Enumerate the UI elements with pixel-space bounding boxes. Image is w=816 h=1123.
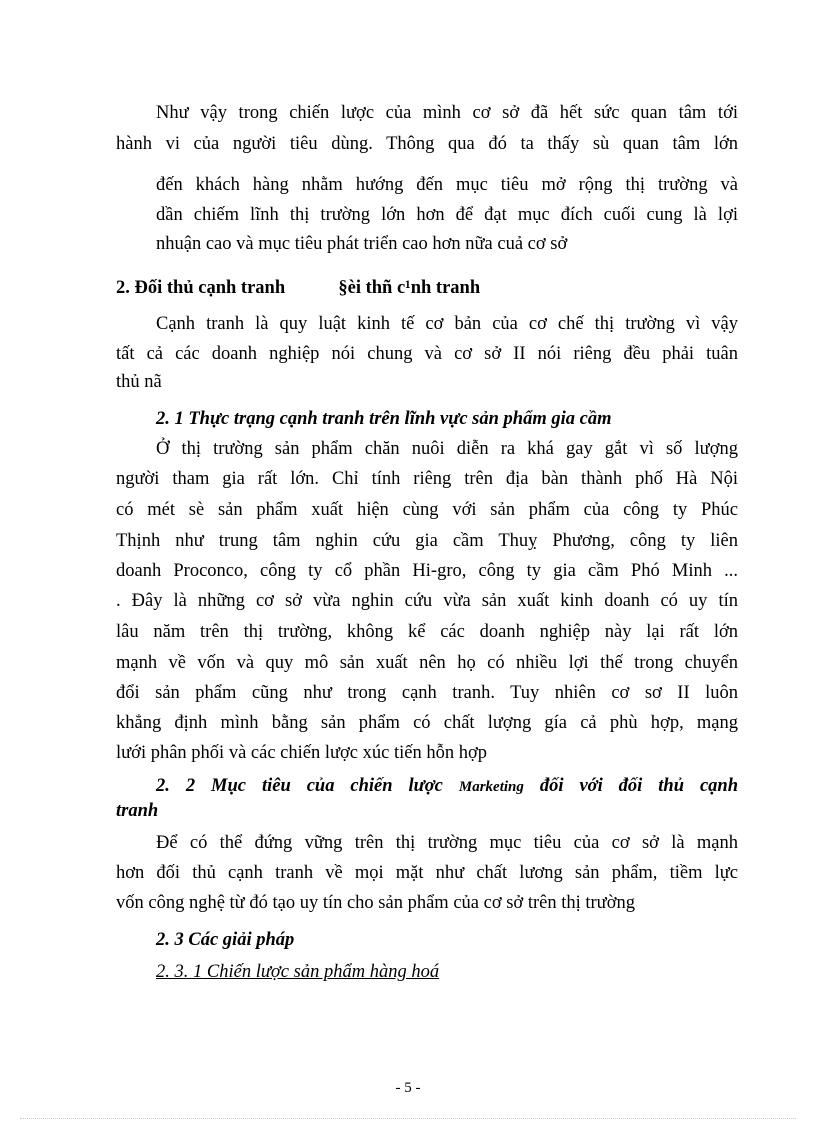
paragraph-line: dần chiếm lĩnh thị trường lớn hơn để đạt mục đích cuối cung là lợi <box>156 205 738 225</box>
paragraph-line: lâu năm trên thị trường, không kể các doanh nghiệp này lại rất lớn <box>116 622 738 642</box>
paragraph-line: thủ nã <box>116 372 162 392</box>
bottom-divider <box>20 1118 796 1119</box>
paragraph-line: vốn công nghệ từ đó tạo uy tín cho sản phẩm của cơ sở trên thị trường <box>116 893 635 913</box>
page-number: - 5 - <box>395 1080 421 1096</box>
section-heading <box>116 277 738 299</box>
subsection-heading: 2. 1 Thực trạng cạnh tranh trên lĩnh vực sản phẩm gia cầm <box>156 409 612 429</box>
paragraph-line: mạnh về vốn và quy mô sản xuất nên họ có nhiều lợi thế trong chuyển <box>116 653 738 673</box>
heading-text: đối với đối thủ cạnh <box>539 776 739 796</box>
paragraph-line: đến khách hàng nhằm hướng đến mục tiêu mở rộng thị trường và <box>156 175 738 195</box>
paragraph-line: Như vậy trong chiến lược của mình cơ sở đã hết sức quan tâm tới <box>156 103 738 123</box>
paragraph-line: khẳng định mình bằng sản phẩm có chất lượng gía cả phù hợp, mạng <box>116 713 738 733</box>
paragraph-line: hơn đối thủ cạnh tranh về mọi mặt như chất lương sản phẩm, tiềm lực <box>116 863 738 883</box>
paragraph-line: đổi sản phẩm cũng như trong cạnh tranh. Tuy nhiên cơ sơ II luôn <box>116 683 738 703</box>
heading-text: 2. 2 Mục tiêu của chiến lược <box>156 776 443 796</box>
paragraph-line: nhuận cao và mục tiêu phát triển cao hơn nữa cuả cơ sở <box>156 234 568 254</box>
paragraph-line: Cạnh tranh là quy luật kinh tế cơ bản của cơ chế thị trường vì vậy <box>156 314 738 334</box>
paragraph-line: Ở thị trường sản phẩm chăn nuôi diễn ra khá gay gắt vì số lượng <box>156 439 738 459</box>
paragraph-line: doanh Proconco, công ty cổ phần Hi-gro, công ty gia cầm Phó Minh ... <box>116 561 738 581</box>
paragraph-line: có mét sè sản phẩm xuất hiện cùng với sản phẩm của công ty Phúc <box>116 500 738 520</box>
subsection-heading: 2. 3 Các giải pháp <box>156 930 295 950</box>
subsection-heading-continued: tranh <box>116 801 159 821</box>
heading-text-garbled: §èi thñ c¹nh tranh <box>338 278 481 298</box>
heading-text: 2. Đối thủ cạnh tranh <box>116 278 286 298</box>
paragraph-line: . Đây là những cơ sở vừa nghin cứu vừa sản xuất kinh doanh có uy tín <box>116 591 738 611</box>
sub-subsection-heading: 2. 3. 1 Chiến lược sản phẩm hàng hoá <box>156 962 440 982</box>
paragraph-line: lưới phân phối và các chiến lược xúc tiến hỗn hợp <box>116 743 487 763</box>
paragraph-line: người tham gia rất lớn. Chỉ tính riêng trên địa bàn thành phố Hà Nội <box>116 469 738 489</box>
subsection-heading <box>156 775 738 798</box>
paragraph-line: tất cả các doanh nghiệp nói chung và cơ sở II nói riêng đều phải tuân <box>116 344 738 364</box>
paragraph-line: Thịnh như trung tâm nghin cứu gia cầm Thuỵ Phương, công ty liên <box>116 531 738 551</box>
paragraph-line: hành vi của người tiêu dùng. Thông qua đó ta thấy sù quan tâm lớn <box>116 134 738 154</box>
paragraph-line: Để có thể đứng vững trên thị trường mục tiêu của cơ sở là mạnh <box>156 833 738 853</box>
heading-text-marketing: Marketing <box>458 779 524 795</box>
